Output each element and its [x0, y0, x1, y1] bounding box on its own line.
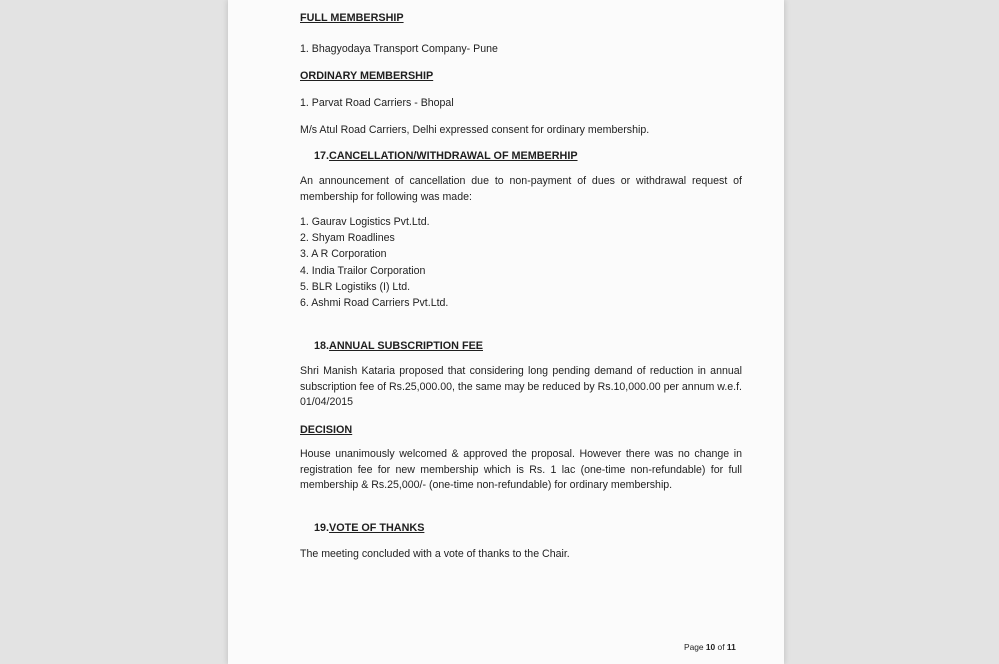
ordinary-membership-note: M/s Atul Road Carriers, Delhi expressed consent for ordinary membership. — [300, 124, 650, 136]
page-total: 11 — [726, 642, 736, 652]
full-membership-heading: FULL MEMBERSHIP — [300, 12, 404, 24]
list-item: 4. India Trailor Corporation — [300, 264, 426, 277]
cancellation-list — [300, 214, 448, 311]
page-word: Page — [684, 642, 704, 652]
decision-paragraph: House unanimously welcomed & approved the proposal. However there was no change in registration fee for new membership which is Rs. 1 lac (one-time non-refundable) for full membership & Rs.25,000/- (one-time non-refundable) for ordinary membership. — [300, 448, 742, 492]
section-18-number: 18. — [314, 340, 330, 352]
list-item: 1. Gaurav Logistics Pvt.Ltd. — [300, 216, 430, 228]
full-membership-item: 1. Bhagyodaya Transport Company- Pune — [300, 43, 498, 55]
list-item: 6. Ashmi Road Carriers Pvt.Ltd. — [300, 296, 449, 309]
list-item: 2. Shyam Roadlines — [300, 232, 395, 245]
section-19-title: VOTE OF THANKS — [329, 522, 425, 534]
section-18-paragraph: Shri Manish Kataria proposed that considering long pending demand of reduction in annual subscription fee of Rs.25,000.00, the same may be reduced by Rs.10,000.00 per annum w.e.f. 01/04/2015 — [300, 365, 742, 409]
page-number — [684, 642, 736, 652]
section-17-paragraph: An announcement of cancellation due to non-payment of dues or withdrawal request of membership for following was made: — [300, 175, 742, 203]
section-18-heading — [314, 340, 483, 352]
section-17-number: 17. — [314, 150, 330, 162]
section-18-title: ANNUAL SUBSCRIPTION FEE — [329, 340, 483, 352]
section-19-heading — [314, 522, 424, 534]
section-19-paragraph: The meeting concluded with a vote of thanks to the Chair. — [300, 548, 570, 560]
decision-heading: DECISION — [300, 424, 353, 436]
section-19-number: 19. — [314, 522, 330, 534]
list-item: 3. A R Corporation — [300, 248, 387, 261]
section-17-title: CANCELLATION/WITHDRAWAL OF MEMBERHIP — [329, 150, 578, 162]
document-page — [228, 0, 784, 664]
page-current: 10 — [705, 642, 716, 652]
of-word: of — [717, 642, 725, 652]
section-17-heading — [314, 150, 578, 162]
list-item: 5. BLR Logistiks (I) Ltd. — [300, 280, 411, 293]
ordinary-membership-item: 1. Parvat Road Carriers - Bhopal — [300, 97, 454, 109]
ordinary-membership-heading: ORDINARY MEMBERSHIP — [300, 70, 434, 82]
